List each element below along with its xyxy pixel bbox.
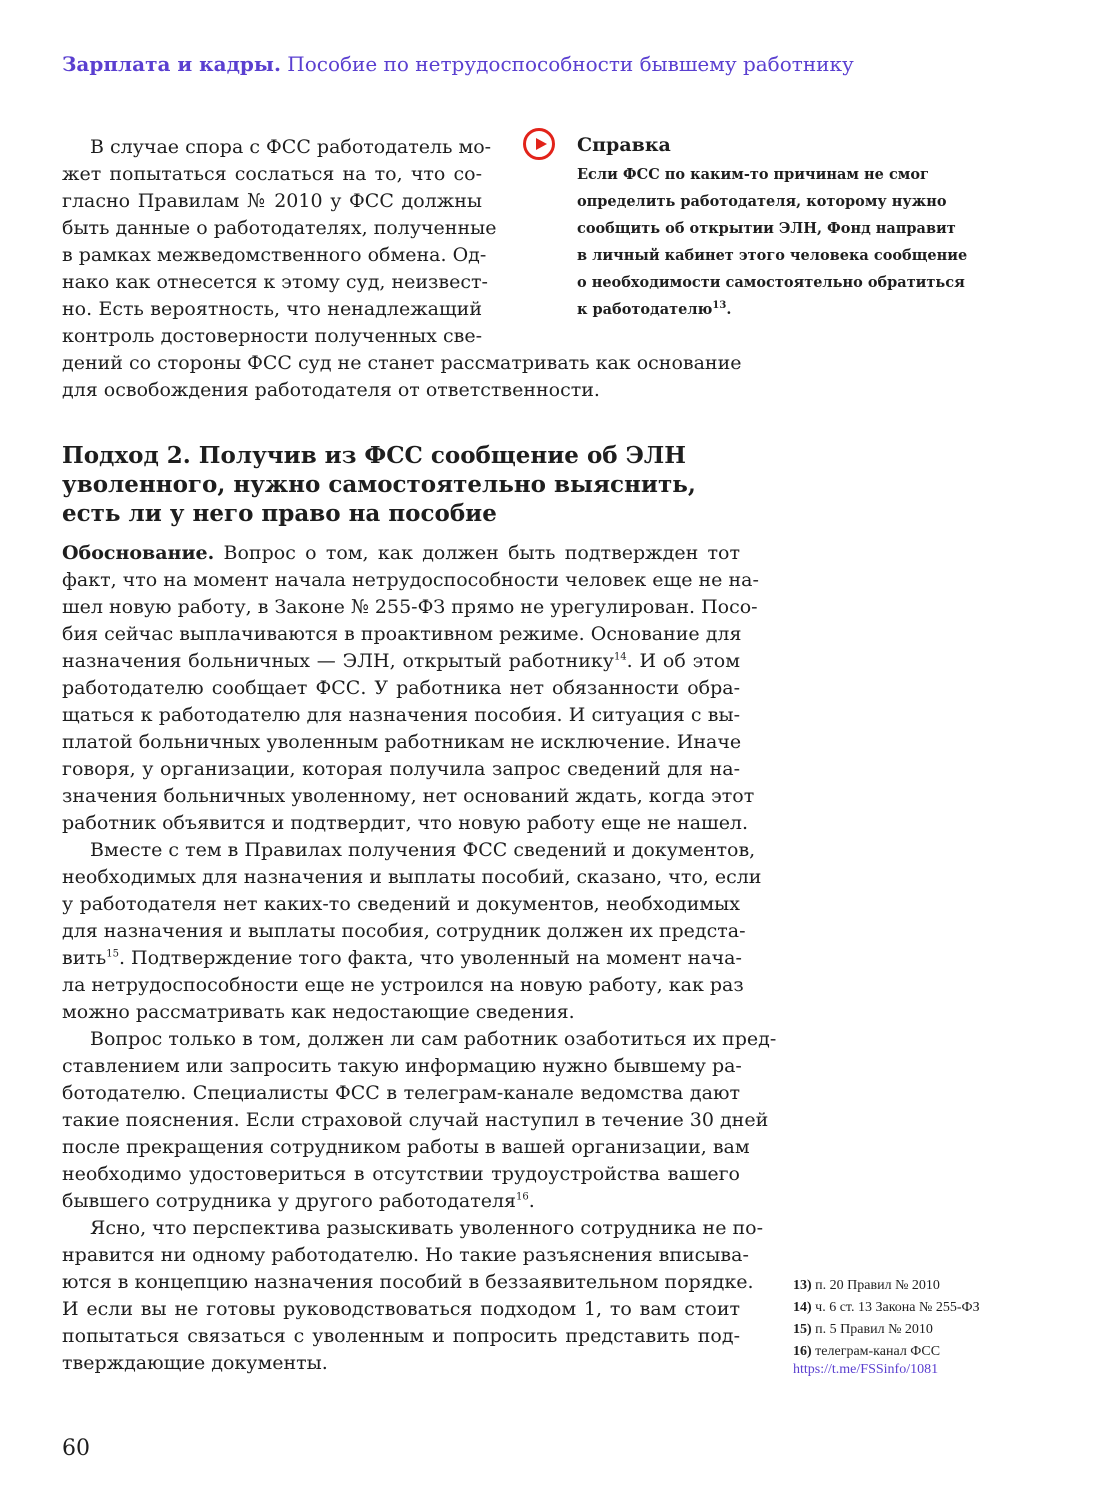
text-line: нравится ни одному работодателю. Но такие разъяснения вписыва- (62, 1244, 749, 1266)
text-line: ботодателю. Специалисты ФСС в телеграм-канале ведомства дают (62, 1082, 740, 1104)
footnote-ref: 15 (106, 948, 119, 960)
text-line: у работодателя нет каких-то сведений и документов, необходимых (62, 893, 740, 915)
heading-line: уволенного, нужно самостоятельно выяснить, (62, 471, 696, 498)
note-line: определить работодателя, которому нужно (577, 193, 947, 210)
text-line: дений со стороны ФСС суд не станет рассматривать как основание (62, 352, 742, 374)
note-line: сообщить об открытии ЭЛН, Фонд направит (577, 220, 956, 237)
text-line: быть данные о работодателях, полученные (62, 217, 497, 239)
footnote: 14) ч. 6 ст. 13 Закона № 255-ФЗ (793, 1300, 980, 1315)
heading-line: есть ли у него право на пособие (62, 500, 497, 527)
text-line: ставлением или запросить такую информацию нужно бывшему ра- (62, 1055, 742, 1077)
text-line: Вопрос только в том, должен ли сам работник озаботиться их пред- (90, 1028, 777, 1050)
text-line: значения больничных уволенному, нет оснований ждать, когда этот (62, 785, 755, 807)
text-line: после прекращения сотрудником работы в вашей организации, вам (62, 1136, 750, 1158)
text-line: попытаться связаться с уволенным и попросить представить под- (62, 1325, 740, 1347)
text-line: жет попытаться сослаться на то, что со- (62, 163, 482, 185)
note-line: к работодателю$^{13}$. (577, 300, 732, 318)
text-line: шел новую работу, в Законе № 255-ФЗ прямо не урегулирован. Посо- (62, 596, 758, 618)
footnote: 13) п. 20 Правил № 2010 (793, 1278, 940, 1293)
text-line: гласно Правилам № 2010 у ФСС должны (62, 190, 482, 212)
text-line: бывшего сотрудника у другого работодателя$^{16}$. (62, 1190, 535, 1212)
footnote: 16) телеграм-канал ФСС (793, 1344, 941, 1359)
text-line: такие пояснения. Если страховой случай наступил в течение 30 дней (62, 1109, 769, 1131)
footnote: 15) п. 5 Правил № 2010 (793, 1322, 933, 1337)
text-line: Ясно, что перспектива разыскивать уволенного сотрудника не по- (90, 1217, 764, 1239)
header-section: Зарплата и кадры. (62, 52, 281, 76)
text-line: факт, что на момент начала нетрудоспособности человек еще не на- (62, 569, 759, 591)
footnote-ref: 14 (613, 651, 627, 663)
text-line: Обоснование. Вопрос о том, как должен быть подтвержден тот (62, 542, 740, 564)
text-line: В случае спора с ФСС работодатель мо- (90, 136, 492, 158)
text-line: нако как отнесется к этому суд, неизвест- (62, 271, 488, 293)
text-line: контроль достоверности полученных све- (62, 325, 482, 347)
page-number: 60 (62, 1436, 90, 1461)
section-heading (62, 441, 762, 528)
text-line: Вместе с тем в Правилах получения ФСС сведений и документов, (90, 839, 756, 861)
lead-term: Обоснование. (62, 542, 215, 564)
text-line: щаться к работодателю для назначения пособия. И ситуация с вы- (62, 704, 740, 726)
note-line: в личный кабинет этого человека сообщение (577, 247, 968, 264)
text-line: говоря, у организации, которая получила запрос сведений для на- (62, 758, 740, 780)
text-line: бия сейчас выплачиваются в проактивном режиме. Основание для (62, 623, 742, 645)
text-line: необходимо удостовериться в отсутствии трудоустройства вашего (62, 1163, 740, 1185)
text-line: для освобождения работодателя от ответственности. (62, 379, 600, 401)
footnote-link[interactable]: https://t.me/FSSinfo/1081 (793, 1362, 939, 1377)
text-line: работодателю сообщает ФСС. У работника нет обязанности обра- (62, 677, 740, 699)
footnote-ref: 16 (516, 1191, 529, 1203)
text-line: И если вы не готовы руководствоваться подходом 1, то вам стоит (62, 1298, 740, 1320)
note-line: о необходимости самостоятельно обратиться (577, 274, 965, 291)
note-title: Справка (577, 134, 671, 156)
text-line: ются в концепцию назначения пособий в беззаявительном порядке. (62, 1271, 754, 1293)
text-line: для назначения и выплаты пособия, сотрудник должен их предста- (62, 920, 746, 942)
running-header (62, 52, 854, 76)
header-title: Пособие по нетрудоспособности бывшему работнику (287, 52, 854, 76)
text-line: необходимых для назначения и выплаты пособий, сказано, что, если (62, 866, 762, 888)
text-line: тверждающие документы. (62, 1352, 328, 1374)
text-line: работник объявится и подтвердит, что новую работу еще не нашел. (62, 812, 749, 834)
note-line: Если ФСС по каким-то причинам не смог (577, 166, 929, 183)
heading-line: Подход 2. Получив из ФСС сообщение об ЭЛН (62, 442, 686, 469)
text-line: но. Есть вероятность, что ненадлежащий (62, 298, 482, 320)
play-icon (523, 128, 555, 160)
text-line: назначения больничных — ЭЛН, открытый работнику$^{14}$. И об этом (62, 650, 740, 672)
text-line: ла нетрудоспособности еще не устроился на новую работу, как раз (62, 974, 744, 996)
text-line: в рамках межведомственного обмена. Од- (62, 244, 487, 266)
text-line: можно рассматривать как недостающие сведения. (62, 1001, 575, 1023)
footnote-ref: 13 (712, 300, 727, 312)
text-line: платой больничных уволенным работникам не исключение. Иначе (62, 731, 742, 753)
text-line: вить$^{15}$. Подтверждение того факта, что уволенный на момент нача- (62, 947, 742, 969)
